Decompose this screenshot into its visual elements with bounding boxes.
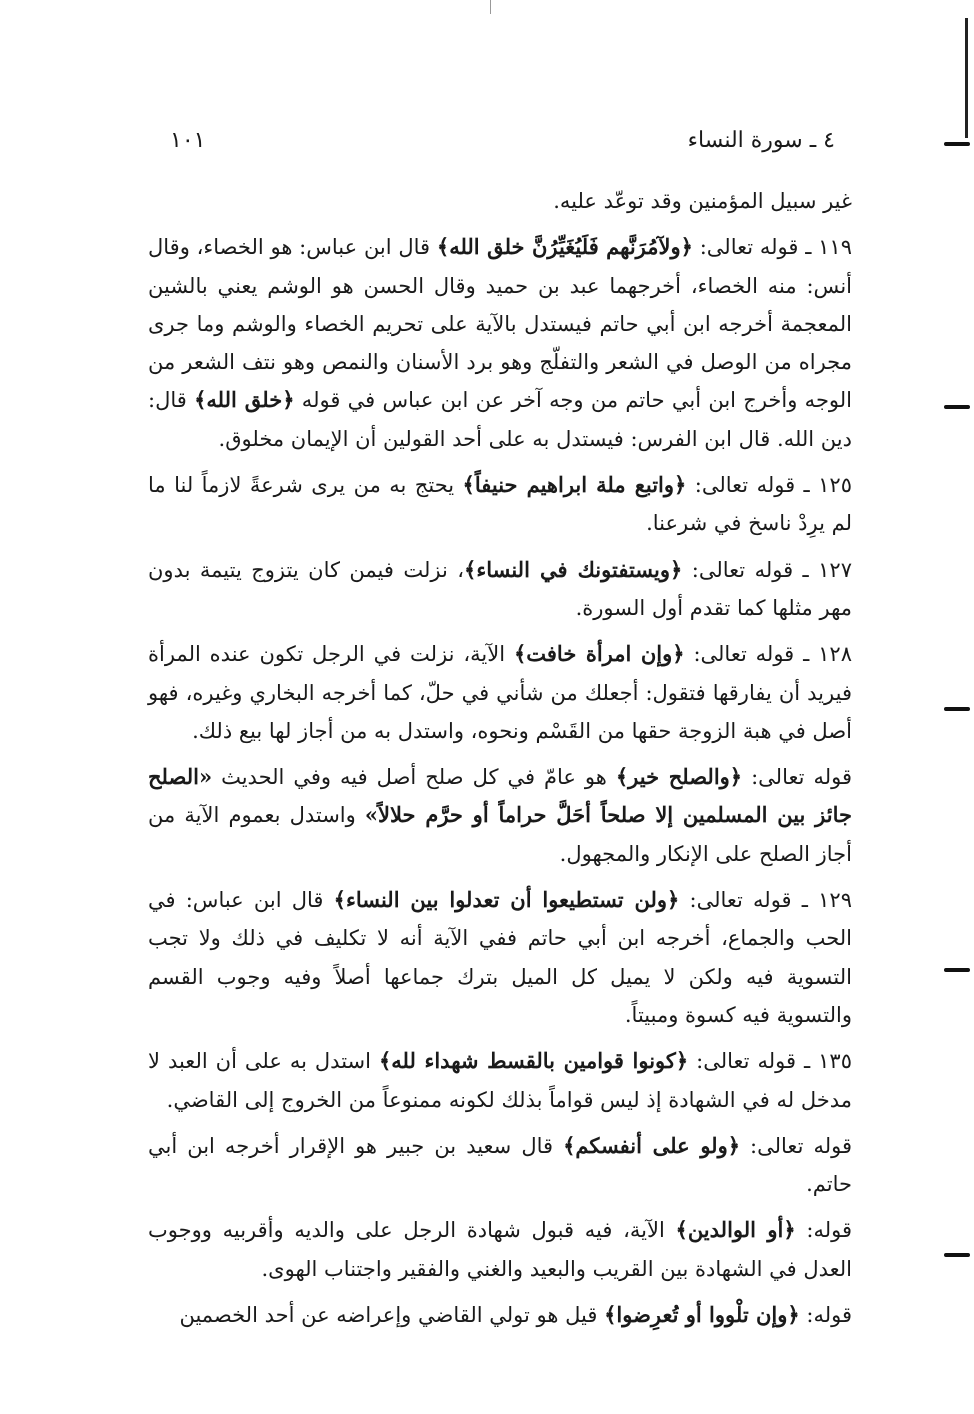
text-segment: ١١٩ ـ قوله تعالى: xyxy=(692,235,852,260)
text-segment: قوله: xyxy=(795,1218,852,1243)
scan-top-rule xyxy=(490,0,491,14)
text-segment: قال: دين الله. قال ابن الفرس: فيستدل به على أحد القولين أن الإيمان مخلوق. xyxy=(148,388,852,451)
text-segment: قوله تعالى: xyxy=(740,1133,852,1158)
page-header xyxy=(150,128,850,168)
binding-edge-rule xyxy=(965,18,968,138)
quran-quote: ﴿ولن تستطيعوا أن تعدلوا بين النساء﴾ xyxy=(333,887,680,913)
paragraph xyxy=(148,1296,852,1334)
paragraph xyxy=(148,551,852,628)
quran-quote: ﴿ولآمُرَنَّهم فَلَيُغَيِّرُنَّ خلق الله﴾ xyxy=(436,234,693,260)
text-segment: ١٣٥ ـ قوله تعالى: xyxy=(688,1049,852,1074)
paragraph xyxy=(148,228,852,458)
text-segment: قال ابن عباس: في الحب والجماع، أخرجه ابن أبي حاتم ففي الآية أنه لا تكليف في ذلك ولا تجب التسوية فيه ولكن لا يميل كل الميل بترك جماعها أصلاً وفيه وجوب القسم والتسوية فيه كسوة ومبيتاً. xyxy=(148,888,852,1027)
text-segment: ١٢٧ ـ قوله تعالى: xyxy=(682,557,852,582)
quran-quote: ﴿واتبع ملة ابراهيم حنيفاً﴾ xyxy=(462,472,687,498)
text-segment: غير سبيل المؤمنين وقد توعّد عليه. xyxy=(553,189,852,213)
quran-quote: ﴿كونوا قوامين بالقسط شهداء لله﴾ xyxy=(378,1048,689,1074)
paragraph xyxy=(148,881,852,1034)
paragraph xyxy=(148,1211,852,1288)
text-segment: قوله تعالى: xyxy=(742,765,852,790)
surah-title: ٤ ـ سورة النساء xyxy=(687,128,835,153)
quran-quote: ﴿أو الوالدين﴾ xyxy=(675,1217,796,1243)
text-segment: هو عامّ في كل صلح أصل فيه وفي الحديث xyxy=(212,765,616,790)
text-segment: استدل به على أن العبد لا مدخل له في الشهادة إذ ليس قواماً بذلك لكونه ممنوعاً من الخروج إلى القاضي. xyxy=(148,1049,852,1112)
quran-quote: ﴿ولو على أنفسكم﴾ xyxy=(563,1132,741,1158)
text-segment: الآية، نزلت في الرجل تكون عنده المرأة فيريد أن يفارقها فتقول: أجعلك من شأني في حلّ، كما أخرجه البخاري وغيره، فهو أصل في هبة الزوجة حقها من القَسْم ونحوه، واستدل به من أجاز لها بيع ذلك. xyxy=(148,642,852,743)
edge-mark xyxy=(944,1253,970,1257)
page-number: ١٠١ xyxy=(170,128,206,153)
edge-mark xyxy=(944,405,970,409)
paragraph xyxy=(148,1042,852,1119)
quran-quote: ﴿وإن امرأة خافت﴾ xyxy=(513,641,685,667)
page-body xyxy=(148,182,852,1334)
edge-mark xyxy=(944,142,970,146)
quran-quote: ﴿ويستفتونك في النساء﴾ xyxy=(464,556,683,582)
text-segment: الآية، فيه قبول شهادة الرجل على والديه وأقربيه ووجوب العدل في الشهادة بين القريب والبعيد والغني والفقير واجتناب الهوى. xyxy=(148,1218,852,1281)
edge-mark xyxy=(944,968,970,972)
edge-mark xyxy=(944,707,970,711)
text-segment: قيل هو تولي القاضي وإعراضه عن أحد الخصمين xyxy=(179,1303,605,1328)
quran-quote: ﴿خلق الله﴾ xyxy=(194,387,295,413)
quran-quote: ﴿وإن تلْووا أو تُعرِضوا﴾ xyxy=(604,1302,800,1328)
text-segment: ، نزلت فيمن كان يتزوج يتيمة بدون مهر مثلها كما تقدم أول السورة. xyxy=(148,557,852,620)
text-segment: يحتج به من يرى شرعةً لازماً لنا ما لم يرِدْ ناسخ في شرعنا. xyxy=(148,473,852,536)
quran-quote: «الصلح جائز بين المسلمين إلا صلحاً أحَلَّ حراماً أو حرَّم حلالاً» xyxy=(148,764,852,828)
text-segment: قوله: xyxy=(799,1303,852,1328)
text-segment: قال ابن عباس: هو الخصاء، وقال أنس: منه الخصاء، أخرجهما عبد بن حميد وقال الحسن هو الوشم يعني بالشين المعجمة أخرجه ابن أبي حاتم فيستدل بالآية على تحريم الخصاء والوشم وما جرى مجراه من الوصل في الشعر والتفلّج وهو برد الأسنان والنمص وهو نتف الشعر من الوجه وأخرج ابن أبي حاتم من وجه آخر عن ابن عباس في قوله xyxy=(148,235,853,413)
text-segment: ١٢٨ ـ قوله تعالى: xyxy=(684,642,852,667)
paragraph xyxy=(148,466,852,543)
text-segment: قال سعيد بن جبير هو الإقرار أخرجه ابن أبي حاتم. xyxy=(148,1133,852,1197)
paragraph xyxy=(148,758,852,873)
paragraph xyxy=(148,1127,852,1204)
text-segment: ١٢٩ ـ قوله تعالى: xyxy=(679,888,852,913)
quran-quote: ﴿والصلح خير﴾ xyxy=(615,764,743,790)
paragraph xyxy=(148,635,852,750)
text-segment: ١٢٥ ـ قوله تعالى: xyxy=(686,473,852,498)
text-segment: واستدل بعموم الآية من أجاز الصلح على الإنكار والمجهول. xyxy=(148,803,852,866)
paragraph xyxy=(148,182,852,220)
